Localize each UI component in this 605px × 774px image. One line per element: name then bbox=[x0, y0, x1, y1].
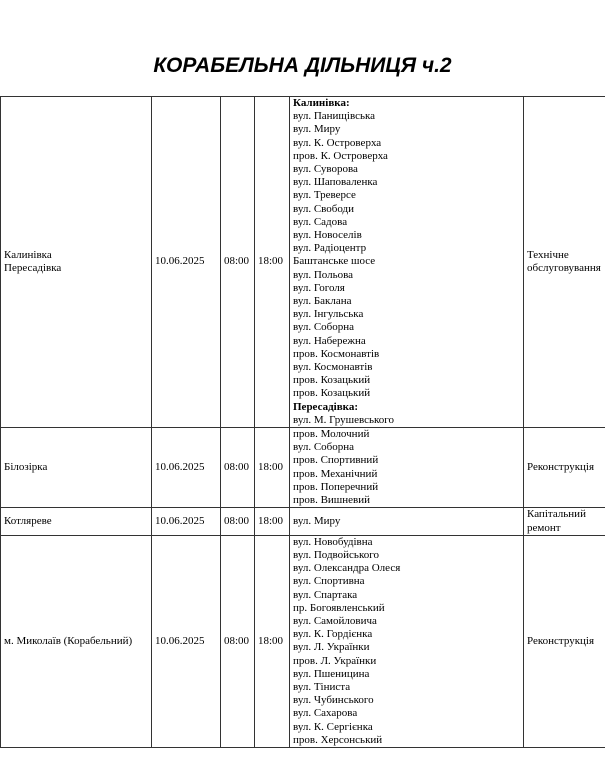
locality-heading: Пересадівка: bbox=[293, 400, 358, 413]
street-name: пров. К. Островерха bbox=[293, 149, 388, 162]
table-row bbox=[1, 97, 605, 428]
start-time-cell: 08:00 bbox=[221, 97, 255, 428]
street-name: вул. К. Гордієнка bbox=[293, 628, 373, 641]
street-name: вул. Л. Українки bbox=[293, 641, 370, 654]
street-name: вул. Соборна bbox=[293, 321, 355, 334]
street-name: вул. Польова bbox=[293, 268, 354, 281]
work-type-line: Капітальний bbox=[527, 508, 586, 521]
settlement-name: Котляреве bbox=[4, 514, 52, 527]
street-name: вул. Сахарова bbox=[293, 707, 358, 720]
table-row bbox=[1, 508, 605, 535]
street-name: вул. Спартака bbox=[293, 588, 358, 601]
start-time-cell: 08:00 bbox=[221, 508, 255, 535]
table-row bbox=[1, 535, 605, 747]
settlement-cell bbox=[1, 97, 152, 428]
work-type-cell bbox=[524, 508, 605, 535]
street-name: пр. Богоявленський bbox=[293, 601, 385, 614]
date-cell: 10.06.2025 bbox=[152, 508, 221, 535]
street-name: вул. Миру bbox=[293, 514, 341, 527]
date-cell: 10.06.2025 bbox=[152, 428, 221, 508]
street-name: вул. Пшеницина bbox=[293, 667, 370, 680]
settlement-cell bbox=[1, 508, 152, 535]
street-name: вул. Космонавтів bbox=[293, 361, 373, 374]
settlement-name: м. Миколаїв (Корабельний) bbox=[4, 634, 133, 647]
outage-schedule-table bbox=[0, 96, 605, 748]
street-name: вул. Гоголя bbox=[293, 281, 345, 294]
end-time-cell: 18:00 bbox=[255, 535, 290, 747]
street-name: пров. Вишневий bbox=[293, 494, 371, 507]
street-name: вул. Радіоцентр bbox=[293, 242, 367, 255]
work-type-line: Реконструкція bbox=[527, 634, 595, 647]
streets-cell bbox=[290, 508, 524, 535]
work-type-cell bbox=[524, 97, 605, 428]
start-time-cell: 08:00 bbox=[221, 428, 255, 508]
date-cell: 10.06.2025 bbox=[152, 97, 221, 428]
street-name: вул. Подвойського bbox=[293, 548, 379, 561]
street-name: вул. Шаповаленка bbox=[293, 176, 378, 189]
street-name: вул. К. Сергієнка bbox=[293, 720, 373, 733]
start-time-cell: 08:00 bbox=[221, 535, 255, 747]
street-name: вул. Треверсе bbox=[293, 189, 356, 202]
streets-cell bbox=[290, 97, 524, 428]
work-type-cell bbox=[524, 428, 605, 508]
street-name: вул. Суворова bbox=[293, 163, 358, 176]
streets-cell bbox=[290, 428, 524, 508]
street-name: пров. Л. Українки bbox=[293, 654, 377, 667]
street-name: пров. Поперечний bbox=[293, 480, 379, 493]
street-name: вул. Миру bbox=[293, 123, 341, 136]
locality-heading: Калинівка: bbox=[293, 97, 350, 109]
street-name: вул. Самойловича bbox=[293, 614, 377, 627]
streets-cell bbox=[290, 535, 524, 747]
street-name: пров. Механічний bbox=[293, 467, 378, 480]
street-name: вул. Новобудівна bbox=[293, 535, 373, 548]
street-name: вул. Олександра Олеся bbox=[293, 562, 401, 575]
street-name: пров. Спортивний bbox=[293, 454, 379, 467]
street-name: пров. Козацький bbox=[293, 387, 371, 400]
page-title: КОРАБЕЛЬНА ДІЛЬНИЦЯ ч.2 bbox=[153, 54, 452, 77]
settlement-name: Пересадівка bbox=[4, 262, 62, 275]
street-name: пров. Козацький bbox=[293, 374, 371, 387]
settlement-name: Білозірка bbox=[4, 461, 48, 474]
street-name: вул. Набережна bbox=[293, 334, 366, 347]
street-name: пров. Молочний bbox=[293, 428, 370, 441]
street-name: вул. К. Островерха bbox=[293, 136, 382, 149]
settlement-cell bbox=[1, 428, 152, 508]
street-name: пров. Космонавтів bbox=[293, 347, 380, 360]
street-name: вул. Інгульська bbox=[293, 308, 364, 321]
end-time-cell: 18:00 bbox=[255, 428, 290, 508]
street-name: Баштанське шосе bbox=[293, 255, 376, 268]
street-name: вул. Тіниста bbox=[293, 680, 351, 693]
end-time-cell: 18:00 bbox=[255, 97, 290, 428]
street-name: пров. Херсонський bbox=[293, 733, 383, 746]
table-row bbox=[1, 428, 605, 508]
date-cell: 10.06.2025 bbox=[152, 535, 221, 747]
street-name: вул. Чубинського bbox=[293, 694, 374, 707]
settlement-name: Калинівка bbox=[4, 248, 52, 261]
street-name: вул. Соборна bbox=[293, 441, 355, 454]
work-type-cell bbox=[524, 535, 605, 747]
work-type-line: Реконструкція bbox=[527, 461, 595, 474]
work-type-line: ремонт bbox=[527, 521, 561, 534]
street-name: вул. Садова bbox=[293, 215, 348, 228]
street-name: вул. Новоселів bbox=[293, 229, 362, 242]
work-type-line: Технічне bbox=[527, 248, 569, 261]
street-name: вул. Свободи bbox=[293, 202, 355, 215]
work-type-line: обслуговування bbox=[527, 262, 601, 275]
settlement-cell bbox=[1, 535, 152, 747]
street-name: вул. Панищівська bbox=[293, 110, 376, 123]
street-name: вул. М. Грушевського bbox=[293, 413, 395, 426]
street-name: вул. Спортивна bbox=[293, 575, 365, 588]
end-time-cell: 18:00 bbox=[255, 508, 290, 535]
street-name: вул. Баклана bbox=[293, 295, 352, 308]
